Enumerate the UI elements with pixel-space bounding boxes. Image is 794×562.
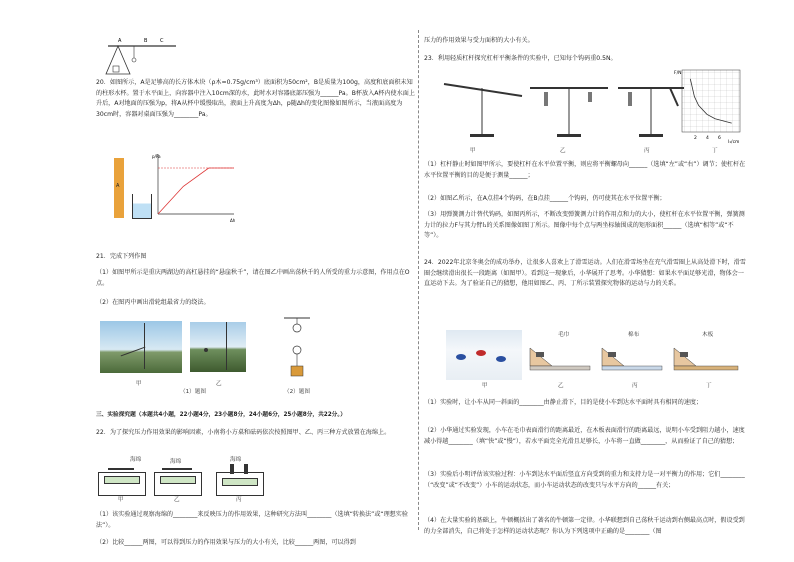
question-23-1: （1）杠杆静止时如图甲所示，要使杠杆在水平位置平衡，则应将平衡螺母向______（选填“左”或“右”）调节；使杠杆在水平位置平衡的目的是便于测量______； — [424, 161, 746, 179]
q20-figure-container: A — [114, 152, 159, 222]
lever-label-c: C — [160, 38, 164, 44]
ski-cap-yi: 乙 — [558, 383, 564, 389]
lever-fig-jia: 甲 — [470, 148, 476, 154]
section-3-heading: 三、实验探究题（本题共4小题，22小题4分，23小题8分，24小题6分，25小题8分，共22分。） — [96, 412, 346, 418]
q22-continuation: 压力的作用效果与受力面积的大小有关。 — [424, 37, 534, 44]
photo-ski-jia — [446, 330, 522, 380]
question-23: 23．利用轻质杠杆探究杠杆平衡条件的实验中，已知每个钩码重0.5N。 — [424, 55, 617, 62]
cup-b — [132, 194, 152, 219]
graph-x-tick: 2 — [694, 136, 697, 141]
sponge-label-3: 海绵 — [230, 457, 242, 463]
caption-q21-2: （2）题图 — [284, 389, 310, 395]
surface-label-towel: 毛巾 — [558, 332, 570, 338]
lever-label-a: A — [118, 38, 122, 44]
graph-y-label: F/N — [674, 71, 682, 76]
photo-swing-jia — [100, 321, 182, 373]
question-24-3: （3）实验后小明评估该实验过程：小车到达水平面后竖直方向受到的重力和支持力是一对平衡力的作用；它们________（“改变”或“不改变”）小车的运动状态，而小车运动状态的改变只与水平方向的______有关； — [424, 471, 745, 489]
q20-x-label: Δh — [230, 218, 236, 222]
question-21-title: 21．完成下列作图 — [96, 253, 147, 260]
lever-fig-yi: 乙 — [560, 148, 566, 154]
question-23-3: （3）用弹簧测力计替代钩码，如图丙所示，不断改变弹簧测力计的作用点和力的大小，使杠杆在水平位置平衡，弹簧测力计的拉力F与其力臂l₁的关系图像如图丁所示。图像中每个点与两坐标轴围成的矩形面积______（选填“相等”或“不等”）。 — [424, 211, 745, 240]
question-21-1: （1）如图甲所示是重庆两湖边的高杠悬挂的“悬崖秋千”，请在图乙中画出荡秋千的人所受的重力示意图，作用点在O点。 — [96, 269, 410, 287]
question-24-4: （4）在大量实验的基础上，牛顿概括出了著名的牛顿第一定律。小华联想到自己荡秋千运动到右侧最高点时，假设受到的力全部消失，自己将处于怎样的运动状态呢？你认为下列选项中正确的是________（图 — [424, 517, 745, 535]
q20-graph — [150, 150, 240, 222]
caption-jia: 甲 — [136, 381, 142, 387]
sponge-fig-jia: 甲 — [118, 497, 124, 503]
caption-q21-1: （1）题图 — [180, 389, 206, 395]
f-l-graph — [672, 66, 746, 148]
question-24: 24．2022年北京冬奥会的成功举办，让很多人喜欢上了滑雪运动。人们在滑雪场坐在充气滑雪圈上从高处滑下时，滑雪圈会继续滑出很长一段距离（如图甲）。看到这一现象后，小华展开了思考。小华猜想：如果水平面足够光滑，物体会一直运动下去。为了验证自己的猜想，他用如图乙、丙、丁所示装置探究物体的运动与力的关系。 — [424, 259, 746, 288]
q20-graph-line — [158, 168, 234, 214]
question-22-1: （1）该实验通过观察海绵的________来反映压力的作用效果，这种研究方法叫________（选填“转换法”或“理想实验法”）。 — [96, 511, 408, 529]
q20-y-label: p/Pa — [152, 154, 161, 159]
movable-pulley — [293, 346, 301, 354]
question-20: 20．如图所示，A是足够高的长方体木块（ρ木=0.75g/cm³）底面积为50cm²，B是质量为100g，高度和底面积未知的柱形水杯。置于水平面上，向容器中注入10cm深的水，此时水对容器底部压强为______Pa。B杯放入A杯内使水面上升后，A对地面的压强为p，将A从杯中缓慢取出，液面上升高度为Δh，p随Δh的变化图像如图所示，当液面高度为30cm时，容器对桌面压强为________Pa。 — [96, 79, 415, 118]
sponge-label-2: 海绵 — [170, 459, 182, 465]
question-22-2: （2）比较______两图，可以得到压力的作用效果与压力的大小有关，比较______两图，可以得到 — [96, 539, 356, 546]
ski-cap-jia: 甲 — [482, 383, 488, 389]
lever-apparatus-figures — [440, 72, 690, 144]
ramp-figures — [528, 338, 740, 378]
question-21-2: （2）在图丙中画出滑轮组最省力的绕法。 — [96, 299, 210, 306]
photo-swing-yi — [190, 322, 246, 372]
graph-x-label: l₁/cm — [728, 140, 740, 145]
question-24-1: （1）实验时，让小车从同一斜面的________由静止滑下，目的是使小车到达水平面时具有相同的速度； — [424, 399, 703, 406]
sponge-fig-yi: 乙 — [174, 497, 180, 503]
surface-label-cotton: 棉布 — [628, 332, 640, 338]
lever-figure — [96, 30, 186, 76]
surface-label-wood: 木板 — [702, 332, 714, 338]
question-23-2: （2）如图乙所示，在A点挂4个钩码，在B点挂______个钩码，仍可使其在水平位置平衡； — [424, 195, 666, 202]
sponge-fig-bing: 丙 — [236, 497, 242, 503]
ski-cap-bing: 丙 — [632, 383, 638, 389]
question-22: 22．为了探究压力作用效果的影响因素，小南将小方桌和砝码依次按照图甲、乙、丙三种方式放置在海绵上。 — [96, 429, 391, 436]
question-24-2: （2）小华通过实验发现，小车在毛巾表面滑行的距离最近，在木板表面滑行的距离最远，说明小车受到阻力越小，速度减小得越________（填“快”或“慢”），若水平面完全光滑且足够长，小车将一直做________，从而验证了自己的猜想； — [424, 427, 745, 445]
sponge-label-1: 海绵 — [130, 457, 142, 463]
ski-cap-ding: 丁 — [706, 383, 712, 389]
lever-label-b: B — [144, 38, 148, 44]
fixed-pulley — [293, 324, 301, 332]
lever-fig-ding: 丁 — [712, 148, 718, 154]
weight-block — [291, 366, 303, 376]
caption-yi: 乙 — [216, 381, 222, 387]
pulley-figure — [282, 316, 312, 386]
graph-x-tick: 4 — [706, 136, 709, 141]
column-divider — [418, 30, 419, 530]
lever-fig-bing: 丙 — [644, 148, 650, 154]
graph-x-tick: 6 — [718, 136, 721, 141]
sponge-figures — [98, 456, 278, 504]
